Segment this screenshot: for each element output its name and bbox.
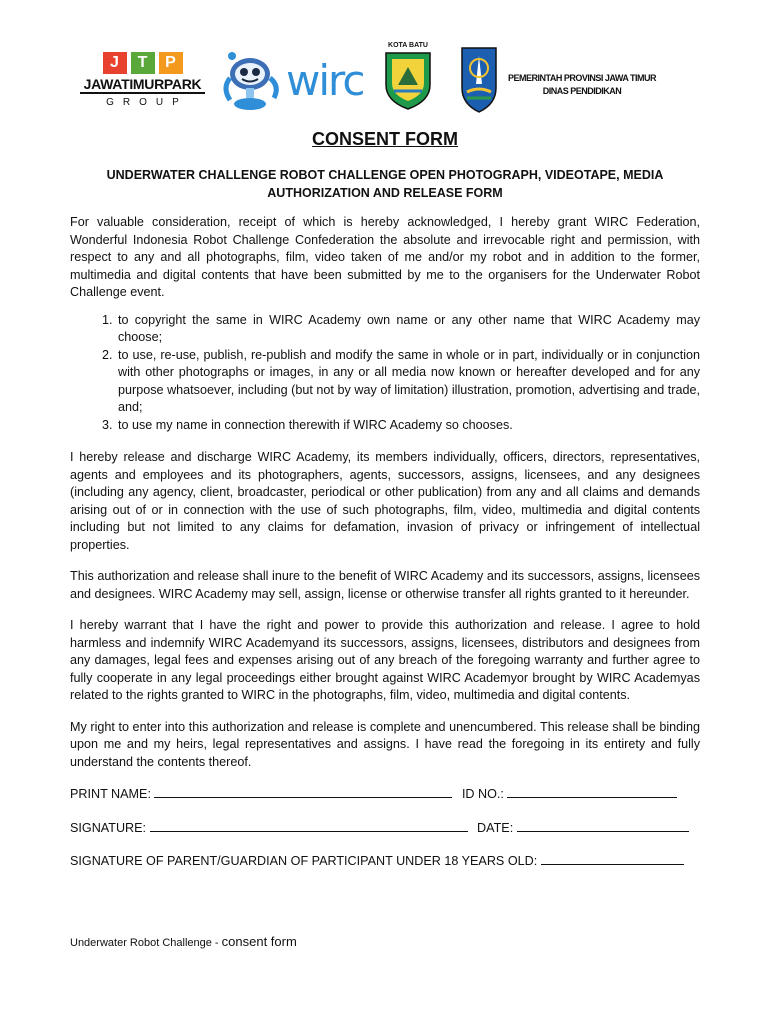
kota-batu-shield-icon — [380, 49, 436, 111]
gov-line-province: PEMERINTAH PROVINSI JAWA TIMUR — [508, 73, 657, 83]
benefit-paragraph: This authorization and release shall inure to the benefit of WIRC Academy and its successors, assigns, licensees and designees. WIRC Academy may sell, assign, license or otherwise transfer all rights granted to it hereunder. — [70, 569, 700, 601]
page-title: CONSENT FORM — [312, 129, 458, 149]
signature-label: SIGNATURE: — [70, 820, 147, 835]
form-subtitle: UNDERWATER CHALLENGE ROBOT CHALLENGE OPEN PHOTOGRAPH, VIDEOTAPE, MEDIA AUTHORIZATION AND RELEASE FORM — [106, 168, 664, 200]
jawa-timur-emblem — [459, 44, 499, 114]
date-field[interactable] — [517, 819, 689, 832]
id-no-field[interactable] — [507, 785, 677, 798]
jtp-name: JAWATIMURPARK — [80, 76, 205, 94]
intro-paragraph: For valuable consideration, receipt of which is hereby acknowledged, I hereby grant WIRC Federation, Wonderful Indonesia Robot Challenge Confederation the absolute and irrevocable right and permission, with respect to any and all photographs, film, video taken of me and/or my robot and in addition to the former, multimedia and digital contents that have been submitted by me to the organisers for the Underwater Robot Challenge event. — [70, 215, 700, 299]
jtp-letter-t: T — [131, 52, 155, 74]
list-item: 2. to use, re-use, publish, re-publish and modify the same in whole or in part, individually or in conjunction with other photographs or images, in any or all media now known or hereafter developed and for any purpose whatsoever, including (but not by way of limitation) illustration, promotion, advertising and trade, and; — [116, 347, 700, 417]
page-footer — [70, 934, 297, 949]
binding-paragraph: My right to enter into this authorization and release is complete and unencumbered. This release shall be binding upon me and my heirs, legal representatives and assigns. I have read the foregoing in its entirety and fully understand the contents thereof. — [70, 719, 700, 769]
wirc-logo — [220, 48, 364, 114]
signature-date-row — [70, 819, 700, 838]
jawa-timur-shield-icon — [459, 44, 499, 114]
signature-field[interactable] — [150, 819, 468, 832]
gov-line-department: DINAS PENDIDIKAN — [542, 86, 622, 96]
footer-link[interactable]: consent form — [221, 934, 297, 949]
robot-icon — [220, 48, 290, 114]
jtp-letter-p: P — [159, 52, 183, 74]
government-header-text — [508, 72, 656, 98]
print-name-field[interactable] — [154, 785, 452, 798]
guardian-row — [70, 852, 700, 871]
footer-text: Underwater Robot Challenge - — [70, 937, 219, 949]
kota-batu-emblem — [380, 42, 436, 116]
print-name-label: PRINT NAME: — [70, 787, 151, 801]
id-no-label: ID NO.: — [461, 787, 504, 801]
name-id-row — [70, 785, 700, 804]
header — [0, 40, 770, 120]
jtp-logo — [80, 52, 205, 118]
form-body — [70, 214, 700, 886]
list-item: 3. to use my name in connection therewith if WIRC Academy so chooses. — [116, 417, 700, 435]
warranty-paragraph: I hereby warrant that I have the right and power to provide this authorization and release. I agree to hold harmless and indemnify WIRC Academyand its successors, assigns, licensees, distributors and designees from any damages, legal fees and expenses arising out of any breach of the foregoing warranty and further agree to fully cooperate in any legal proceedings either brought against WIRC Academyor brought by WIRC Academyas related to the rights granted to WIRC in the photographs, film, video, multimedia and digital contents. — [70, 618, 700, 702]
guardian-signature-label: SIGNATURE OF PARENT/GUARDIAN OF PARTICIPANT UNDER 18 YEARS OLD: — [70, 854, 538, 868]
kota-batu-label: KOTA BATU — [388, 42, 428, 49]
list-item: 1. to copyright the same in WIRC Academy own name or any other name that WIRC Academy may choose; — [116, 312, 700, 347]
release-paragraph: I hereby release and discharge WIRC Academy, its members individually, officers, directors, representatives, agents and employees and its photographers, agents, successors, assigns, licensees, and any designees (including any agency, client, broadcaster, periodical or other publication) from any and all claims and demands arising out of or in connection with the use of such photographs, film, video, multimedia and digital contents including but not limited to any claims for defamation, invasion of privacy or infringement of intellectual properties. — [70, 450, 700, 552]
guardian-signature-field[interactable] — [541, 852, 684, 865]
jtp-group: GROUP — [106, 97, 188, 108]
date-label: DATE: — [477, 820, 514, 835]
wirc-wordmark: wirc — [286, 56, 364, 105]
jtp-letter-j: J — [103, 52, 127, 74]
grant-list — [70, 312, 700, 435]
